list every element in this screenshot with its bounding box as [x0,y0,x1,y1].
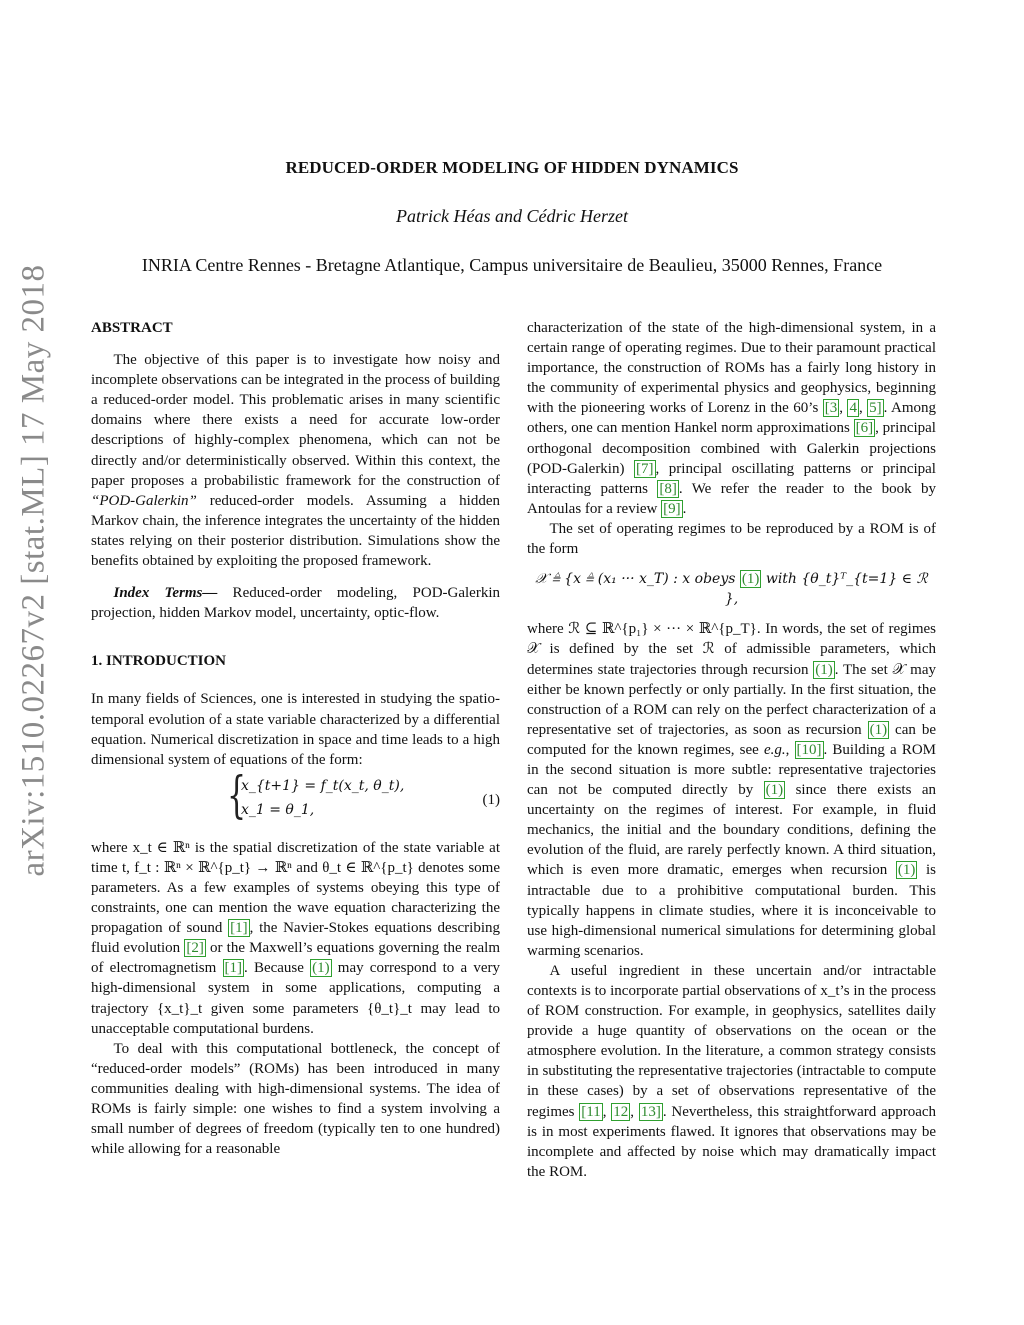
paper-affiliation: INRIA Centre Rennes - Bretagne Atlantique, Campus universitaire de Beaulieu, 35000 Rennes, France [141,255,883,275]
citation-link[interactable]: [3 [824,400,838,417]
citation-link[interactable]: [1] [230,920,248,937]
equation-number: (1) [482,791,500,808]
index-terms-label: Index Terms— [113,585,218,602]
citation-link[interactable]: 13] [640,1103,661,1120]
intro-paragraph-3: To deal with this computational bottleneck, the concept of “reduced-order models” (ROMs) has been introduced in many communities dealing with high-dimensional systems. The idea of ROMs is fairly simple: one wishes to find a system involving a small number of degrees of freedom (typically ten to one hundred) while allowing for a reasonable [91,1040,500,1158]
intro-paragraph-1: In many fields of Sciences, one is interested in studying the spatio-temporal evolution of a state variable characterized by a differential equation. Numerical discretization in space and time leads to a high dimensional system of equations of the form: [91,691,500,768]
equation-1-line-2: x_1 = θ_1, [241,801,315,818]
abstract-paragraph: The objective of this paper is to investigate how noisy and incomplete observations can be integrated in the process of building a reduced-order model. This problematic arises in many scientific domains where there exists a need for accurate low-order descriptions of highly-complex phenomena, which can not be directly and/or deterministically observed. Within this context, the paper proposes a probabilistic framework for the construction of “POD-Galerkin” reduced-order models. Assuming a hidden Markov chain, the inference integrates the uncertainty of the hidden states relying on their posterior distribution. Simulations show the benefits obtained by exploiting the proposed framework. [91,352,500,570]
equation-brace: { [227,765,247,824]
right-paragraph-3: where ℛ ⊆ ℝ^{p₁} × ··· × ℝ^{p_T}. In words, the set of regimes 𝒳 is defined by the set ℛ of admissible parameters, which determines state trajectories through recursion (1) . The set 𝒳 may either be known perfectly or only partially. In the first situation, the construction of a ROM can rely on the perfect characterization of a representative set of trajectories, as soon as recursion (1) can be computed for the known regimes, see e.g., [10] . Building a ROM in the second situation is more subtle: representative trajectories can not be computed directly by (1) since there exists an uncertainty on the regimes of interest. For example, in fluid mechanics, the initial and the boundary conditions, defining the evolution of the fluid, are rarely perfectly known. A third situation, which is even more dramatic, emerges when recursion (1) is intractable due to a prohibitive computational burden. This typically happens in climate studies, where it is inconceivable to use high-dimensional numerical simulations for determining global warming scenarios. [527,621,937,959]
right-paragraph-2: The set of operating regimes to be reproduced by a ROM is of the form [527,520,936,558]
equation-ref-link[interactable]: (1) [741,571,760,588]
citation-link[interactable]: [6] [855,420,874,437]
citation-link[interactable]: 4 [849,400,857,417]
equation-1 [91,765,500,832]
citation-link[interactable]: [8] [659,480,677,497]
equation-ref-link[interactable]: (1) [765,782,784,799]
citation-link[interactable]: 5] [869,400,882,417]
right-paragraph-4: A useful ingredient in these uncertain and/or intractable contexts is to incorporate partial observations of x_t’s in the process of ROM construction. For example, in geophysics, satellites daily provide a huge quantity of observations on the ocean or the atmosphere evolution. In the literature, a common strategy consists in substituting the representative trajectories (intractable to compute in these cases) by a set of observations representative of the regimes [11 , 12 , 13] . Nevertheless, this straightforward approach is in most experiments flawed. It ignores that observations may be incomplete and affected by noise which may dramatically impact the ROM. [527,962,937,1180]
citation-link[interactable]: 12 [613,1103,629,1120]
abstract-heading: ABSTRACT [91,320,173,336]
citation-link[interactable]: [11 [581,1103,601,1120]
citation-link[interactable]: [1] [224,960,242,977]
citation-link[interactable]: [9] [663,500,681,517]
intro-paragraph-2: where x_t ∈ ℝⁿ is the spatial discretization of the state variable at time t, f_t : ℝⁿ × ℝ^{p_t} → ℝⁿ and θ_t ∈ ℝ^{p_t} denotes some parameters. As a few examples of systems obeying this type of constraints, one can mention the wave equation characterizing the propagation of sound [1] , the Navier-Stokes equations describing fluid evolution [2] or the Maxwell’s equations governing the realm of electromagnetism [1] . Because (1) may correspond to a very high-dimensional system in some applications, computing a trajectory {x_t}_t given some parameters {θ_t}_t may lead to unacceptable computational burdens. [91,839,500,1037]
section-heading-introduction: 1. INTRODUCTION [91,653,227,670]
right-column [527,318,936,1182]
paper-authors: Patrick Héas and Cédric Herzet [396,206,628,226]
equation-ref-link[interactable]: (1) [897,862,916,879]
equation-1-line-1: x_{t+1} = f_t(x_t, θ_t), [241,777,405,794]
citation-link[interactable]: [7] [636,460,654,477]
equation-operating-regimes: 𝒳 ≜ {x ≜ (x₁ ··· x_T) : x obeys (1) with {θ_t}ᵀ_{t=1} ∈ ℛ }, [535,571,928,608]
citation-link[interactable]: [2] [186,940,204,957]
equation-ref-link[interactable]: (1) [869,721,888,738]
left-column [91,318,500,1159]
arxiv-id-text: arXiv:1510.02267v2 [stat.ML] 17 May 2018 [15,263,52,877]
index-terms: Index Terms— Reduced-order modeling, POD-Galerkin projection, hidden Markov model, uncertainty, optic-flow. [91,585,500,622]
equation-ref-link[interactable]: (1) [815,661,833,678]
citation-link[interactable]: [10] [796,741,822,758]
equation-ref-link[interactable]: (1) [312,960,330,977]
right-paragraph-1: characterization of the state of the high-dimensional system, in a certain range of operating regimes. Due to their paramount practical importance, the construction of ROMs has a fairly long history in the community of experimental physics and geophysics, beginning with the pioneering works of Lorenz in the 60’s [3 , 4 , 5] . Among others, one can mention Hankel norm approximations [6] , principal orthogonal decomposition combined with Galerkin projections (POD-Galerkin) [7] , principal oscillating patterns or principal interacting patterns [8] . We refer the reader to the book by Antoulas for a review [9] . [527,320,937,517]
paper-title: REDUCED-ORDER MODELING OF HIDDEN DYNAMICS [285,158,739,177]
